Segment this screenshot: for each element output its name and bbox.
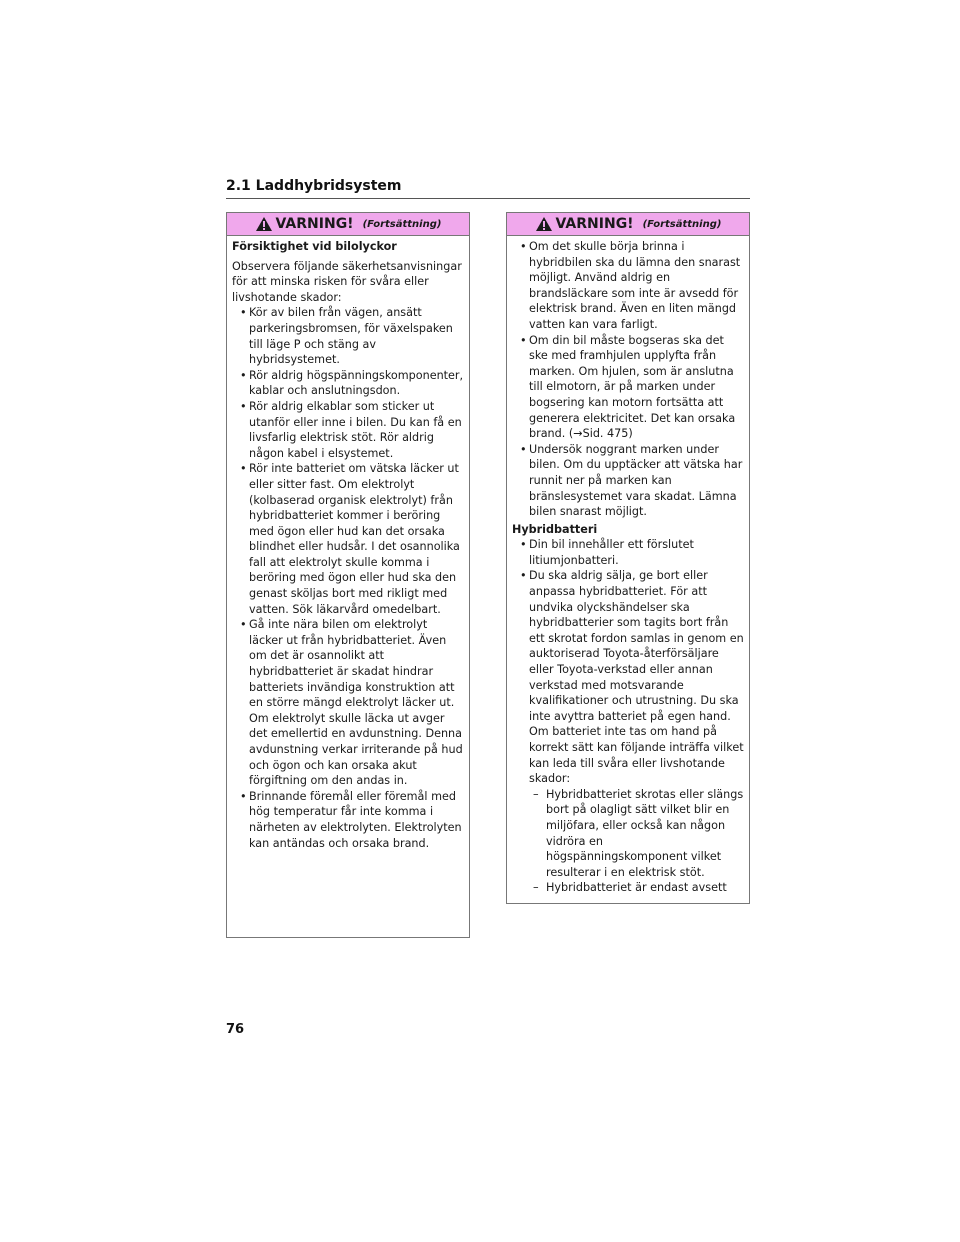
list-item: • Brinnande föremål eller föremål med hög temperatur får inte komma i närheten av elektrolyten. Elektrolyten kan antändas och orsaka brand. xyxy=(240,789,462,850)
left-intro: Observera följande säkerhetsanvisningar för att minska risken för svåra eller livshotande skador: xyxy=(232,259,462,304)
sub-bullet-list xyxy=(520,787,744,896)
list-item: • Rör inte batteriet om vätska läcker ut eller sitter fast. Om elektrolyt (kolbaserad organisk elektrolyt) från hybridbatteriet kommer i beröring med ögon eller hud kan det orsaka blindhet eller hudsår. I det osannolika fall att elektrolyt skulle komma i beröring med ögon eller hud ska den genast sköljas bort med rikligt med vatten. Sök läkarvård omedelbart. xyxy=(240,462,460,616)
list-item: • Gå inte nära bilen om elektrolyt läcker ut från hybridbatteriet. Även om det är osannolikt att hybridbatteriet är skadat hindrar batteriets invändiga konstruktion att en större mängd elektrolyt läcker ut. Om elektrolyt skulle läcka ut avger det emellertid en avdunstning. Denna avdunstning verkar irriterande på hud och ögon och kan orsaka akut förgiftning om den andas in. xyxy=(240,618,463,788)
right-heading: Hybridbatteri xyxy=(512,522,598,536)
list-item: • Rör aldrig elkablar som sticker ut utanför eller inne i bilen. Du kan få en livsfarlig elektrisk stöt. Rör aldrig någon kabel i elsystemet. xyxy=(240,399,462,460)
page-number: 76 xyxy=(226,1022,245,1037)
warning-box-right xyxy=(506,212,750,904)
list-item: • Du ska aldrig sälja, ge bort eller anpassa hybridbatteriet. För att undvika olyckshändelser ska hybridbatterier som tagits bort från ett skrotat fordon samlas in genom en auktoriserad Toyota-återförsäljare eller Toyota-verkstad eller annan verkstad med motsvarande kvalifikationer och utrustning. Du ska inte avyttra batteriet på egen hand. Om batteriet inte tas om hand på korrekt sätt kan följande inträffa vilket kan leda till svåra eller livshotande skador: – Hybridbatteriet skrotas eller slängs bort på olagligt sätt vilket blir en miljöfara, eller också kan någon vidröra en högspänningskomponent vilket resulterar i en elektrisk stöt. – Hybridbatteriet är endast avsett xyxy=(520,569,744,895)
warning-header xyxy=(507,213,749,236)
left-heading: Försiktighet vid bilolyckor xyxy=(232,240,397,253)
warning-continued: (Fortsättning) xyxy=(642,218,722,230)
list-item: • Om det skulle börja brinna i hybridbilen ska du lämna den snarast möjligt. Använd aldrig en brandsläckare som inte är avsedd för elektrisk brand. Även en liten mängd vatten kan vara farligt. xyxy=(520,240,741,331)
list-item: • Kör av bilen från vägen, ansätt parkeringsbromsen, för växelspaken till läge P och stäng av hybridsystemet. xyxy=(240,306,453,367)
left-bullet-list xyxy=(232,305,464,851)
warning-box-left xyxy=(226,212,470,938)
battery-bullet-list xyxy=(512,537,744,896)
warning-title: VARNING! xyxy=(555,216,634,232)
list-item: • Om din bil måste bogseras ska det ske med framhjulen upplyfta från marken. Om hjulen, som är anslutna till elmotorn, är på marken under bogsering kan motorn fortsätta att generera elektricitet. Det kan orsaka brand. (→Sid. 475) xyxy=(520,333,736,441)
page-reference-arrow-icon: → xyxy=(573,427,583,441)
list-item: • Undersök noggrant marken under bilen. Om du upptäcker att vätska har runnit ner på marken kan bränslesystemet vara skadat. Lämna bilen snarast möjligt. xyxy=(520,442,743,519)
section-title: 2.1 Laddhybridsystem xyxy=(226,178,402,194)
list-item: • Rör aldrig högspänningskomponenter, kablar och anslutningsdon. xyxy=(240,368,464,398)
sub-list-item: – Hybridbatteriet skrotas eller slängs bort på olagligt sätt vilket blir en miljöfara, eller också kan någon vidröra en högspänningskomponent vilket resulterar i en elektrisk stöt. xyxy=(533,787,744,879)
section-divider xyxy=(226,198,750,199)
warning-header xyxy=(227,213,469,236)
right-bullet-list xyxy=(512,239,744,520)
sub-list-item: – Hybridbatteriet är endast avsett xyxy=(533,881,727,895)
warning-triangle-icon xyxy=(255,216,273,232)
warning-title: VARNING! xyxy=(275,216,354,232)
warning-continued: (Fortsättning) xyxy=(362,218,442,230)
warning-triangle-icon xyxy=(535,216,553,232)
list-item: • Din bil innehåller ett förslutet litiumjonbatteri. xyxy=(520,538,694,567)
page-reference-link[interactable]: Sid. 475) xyxy=(582,427,633,441)
